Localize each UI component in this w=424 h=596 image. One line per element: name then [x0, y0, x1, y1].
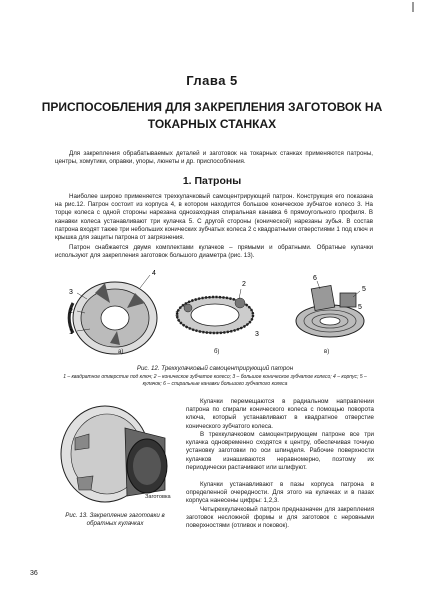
paragraph-self-centering: В трехкулачковом самоцентрирующем патроне все три кулачка одновременно сходятся к центру, обеспечивая точную установку заготовки по оси шпинделя. Рабочие поверхности кулачков изнашиваются неравномерно, поэтому их периодически растачивают или шлифуют. [186, 431, 374, 471]
figure-13-caption: Рис. 13. Закрепление заготовки в обратных кулачках [65, 512, 165, 527]
intro-paragraph: Для закрепления обрабатываемых деталей и заготовок на токарных станках применяются патроны, центры, хомутики, оправки, упоры, люнеты и др. приспособления. [55, 150, 373, 166]
paragraph-jaw-numbering: Кулачки устанавливают в пазы корпуса патрона в определенной очередности. Для этого на кулачках и в пазах корпуса нанесены цифры: 1,2,3. [186, 481, 374, 505]
figure-12-chuck-illustration [55, 263, 375, 363]
figure-12-legend: 1 – квадратное отверстие под ключ; 2 – коническое зубчатое колесо; 3 – большое коническое зубчатое колесо; 4 – корпус; 5 – кулачок; 6 – спиральные канавки большого зубчатого колеса [63, 374, 367, 387]
fig12c-label-5: 5 [362, 286, 366, 293]
page-number: 36 [30, 570, 38, 577]
paragraph-jaw-movement: Кулачки перемещаются в радиальном направлении патрона по спирали конического колеса с помощью поворота ключа, который устанавливают в квадратное отверстие конического зубчатого колеса. [186, 398, 374, 430]
fig12b-label-1: 1 [175, 311, 179, 318]
fig12a-label-1: 1 [69, 329, 73, 336]
fig12b-label-3: 3 [255, 331, 259, 338]
paragraph-four-jaw-chuck: Четырехкулачковый патрон предназначен для закрепления заготовок несложной формы и для заготовок с неровными поверхностями (отливок и поковок). [186, 506, 374, 530]
fig12c-label-5b: 5 [358, 304, 362, 311]
figure-12-caption: Рис. 12. Трехкулачковый самоцентрирующий патрон [136, 365, 294, 372]
gear-ring-drawing [177, 289, 253, 333]
paragraph-chuck-construction: Наиболее широко применяется трехкулачковый самоцентрирующий патрон. Конструкция его показана на рис.12. Патрон состоит из корпуса 4, в котором находится большое коническое зубчатое колесо 3. На торце колеса с одной стороны нарезана однозаходная спиральная канавка 6 прямоугольного профиля. В канавки колеса устанавливают три кулачка 5. С другой стороны (конической) нарезаны зубья. В состав патрона входят также три небольших конических зубчатых колеса 2 с квадратными отверстиями 1 под ключ и крышка для защиты патрона от загрязнения. [55, 193, 373, 242]
scroll-disc-drawing [296, 281, 364, 337]
workpiece-label: Заготовка [145, 494, 171, 500]
fig12c-label-6: 6 [313, 275, 317, 282]
fig12a-label-3: 3 [69, 289, 73, 296]
scan-edge-mark [404, 0, 422, 596]
chapter-title: ПРИСПОСОБЛЕНИЯ ДЛЯ ЗАКРЕПЛЕНИЯ ЗАГОТОВОК НА ТОКАРНЫХ СТАНКАХ [41, 100, 383, 131]
fig12-sublabel-c: в) [324, 349, 330, 355]
section-heading: 1. Патроны [182, 175, 242, 187]
fig12-sublabel-a: а) [118, 349, 124, 355]
fig12a-label-2: 2 [69, 308, 73, 315]
chapter-heading: Глава 5 [186, 73, 238, 88]
chuck-body-drawing [69, 275, 157, 354]
fig12b-label-2: 2 [242, 281, 246, 288]
paragraph-jaw-sets: Патрон снабжается двумя комплектами кулачков – прямыми и обратными. Обратные кулачки используют для закрепления заготовок большого диаметра (рис. 13). [55, 244, 373, 260]
fig12a-label-4: 4 [152, 270, 156, 277]
fig12-sublabel-b: б) [214, 349, 220, 355]
